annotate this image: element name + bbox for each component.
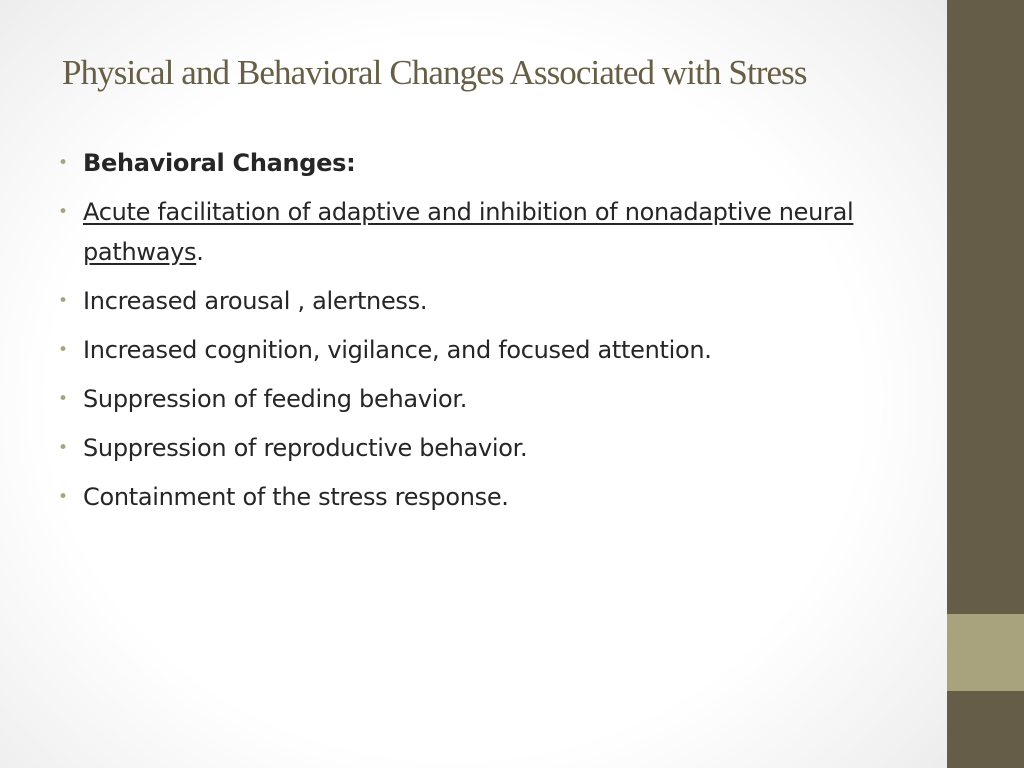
- bullet-text: Suppression of feeding behavior.: [83, 385, 468, 413]
- bullet-item-increased-arousal: [58, 281, 918, 321]
- bullet-heading-text: Behavioral Changes:: [83, 149, 356, 177]
- bullet-list: [58, 143, 918, 526]
- bullet-dot-icon: •: [58, 389, 68, 409]
- bullet-underlined-text: Acute facilitation of adaptive and inhibition of nonadaptive neural pathways: [83, 198, 854, 266]
- slide-title: Physical and Behavioral Changes Associated with Stress: [62, 53, 807, 92]
- bullet-item-reproductive-suppression: [58, 428, 918, 468]
- bullet-dot-icon: •: [58, 153, 68, 173]
- bullet-item-increased-cognition: [58, 330, 918, 370]
- bullet-text: Suppression of reproductive behavior.: [83, 434, 528, 462]
- bullet-text: Increased cognition, vigilance, and focused attention.: [83, 336, 712, 364]
- bullet-dot-icon: •: [58, 487, 68, 507]
- bullet-dot-icon: •: [58, 202, 68, 222]
- bullet-text: Containment of the stress response.: [83, 483, 509, 511]
- bullet-dot-icon: •: [58, 438, 68, 458]
- bullet-item-feeding-suppression: [58, 379, 918, 419]
- bullet-item-acute-facilitation: [58, 192, 918, 272]
- side-accent-block: [947, 614, 1024, 691]
- bullet-text: Increased arousal , alertness.: [83, 287, 428, 315]
- bullet-dot-icon: •: [58, 340, 68, 360]
- bullet-dot-icon: •: [58, 291, 68, 311]
- bullet-item-behavioral-changes: [58, 143, 918, 183]
- bullet-item-stress-containment: [58, 477, 918, 517]
- bullet-suffix-text: .: [196, 238, 204, 266]
